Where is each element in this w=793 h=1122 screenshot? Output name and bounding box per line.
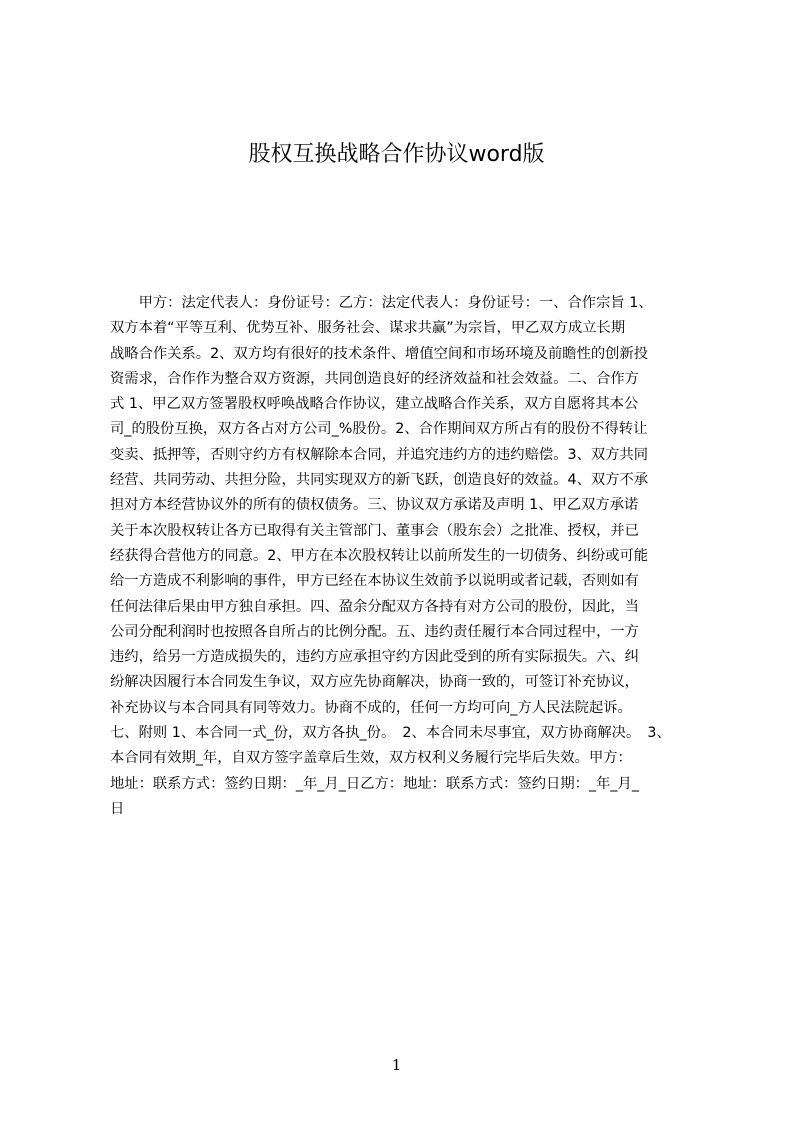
document-body [110, 291, 698, 822]
body-line: 经获得合营他方的同意。2、甲方在本次股权转让以前所发生的一切债务、纠纷或可能 [110, 547, 649, 564]
body-line: 式 1、甲乙双方签署股权呼唤战略合作协议，建立战略合作关系，双方自愿将其本公 [110, 396, 639, 413]
body-line: 补充协议与本合同具有同等效力。协商不成的，任何一方均可向_方人民法院起诉。 [110, 699, 632, 716]
body-line: 纷解决因履行本合同发生争议，双方应先协商解决，协商一致的，可签订补充协议， [110, 674, 639, 691]
body-line: 日 [110, 800, 125, 817]
body-line: 本合同有效期_年，自双方签字盖章后生效，双方权利义务履行完毕后失效。甲方： [110, 750, 632, 767]
body-line: 给一方造成不利影响的事件，甲方已经在本协议生效前予以说明或者记载，否则如有 [110, 573, 639, 590]
body-line: 关于本次股权转让各方已取得有关主管部门、董事会（股东会）之批准、授权，并已 [110, 522, 639, 539]
body-line: 经营、共同劳动、共担分险，共同实现双方的新飞跃，创造良好的效益。4、双方不承 [110, 472, 649, 489]
body-line: 地址：联系方式：签约日期：_年_月_日乙方：地址：联系方式：签约日期：_年_月_ [110, 775, 639, 792]
body-line: 任何法律后果由甲方独自承担。四、盈余分配双方各持有对方公司的股份，因此，当 [110, 598, 639, 615]
body-line: 甲方：法定代表人：身份证号：乙方：法定代表人：身份证号：一、合作宗旨 1、 [110, 295, 653, 311]
document-title: 股权互换战略合作协议word版 [248, 142, 545, 167]
body-line: 资需求，合作作为整合双方资源，共同创造良好的经济效益和社会效益。二、合作方 [110, 370, 639, 387]
page-number: 1 [391, 1056, 402, 1074]
body-line: 司_的股份互换，双方各占对方公司_%股份。2、合作期间双方所占有的股份不得转让 [110, 421, 648, 438]
body-line: 担对方本经营协议外的所有的债权债务。三、协议双方承诺及声明 1、甲乙双方承诺 [110, 497, 639, 514]
body-line: 公司分配利润时也按照各自所占的比例分配。五、违约责任履行本合同过程中，一方 [110, 623, 639, 640]
body-line: 战略合作关系。2、双方均有很好的技术条件、增值空间和市场环境及前瞻性的创新投 [110, 345, 649, 362]
body-line: 违约，给另一方造成损失的，违约方应承担守约方因此受到的所有实际损失。六、纠 [110, 649, 639, 666]
body-line: 双方本着“平等互利、优势互补、服务社会、谋求共赢”为宗旨，甲乙双方成立长期 [110, 320, 626, 337]
body-line: 变卖、抵押等，否则守约方有权解除本合同，并追究违约方的违约赔偿。3、双方共同 [110, 446, 649, 463]
body-line: 七、附则 1、本合同一式_份，双方各执_份。 2、本合同未尽事宜，双方协商解决。 3、 [110, 725, 671, 742]
